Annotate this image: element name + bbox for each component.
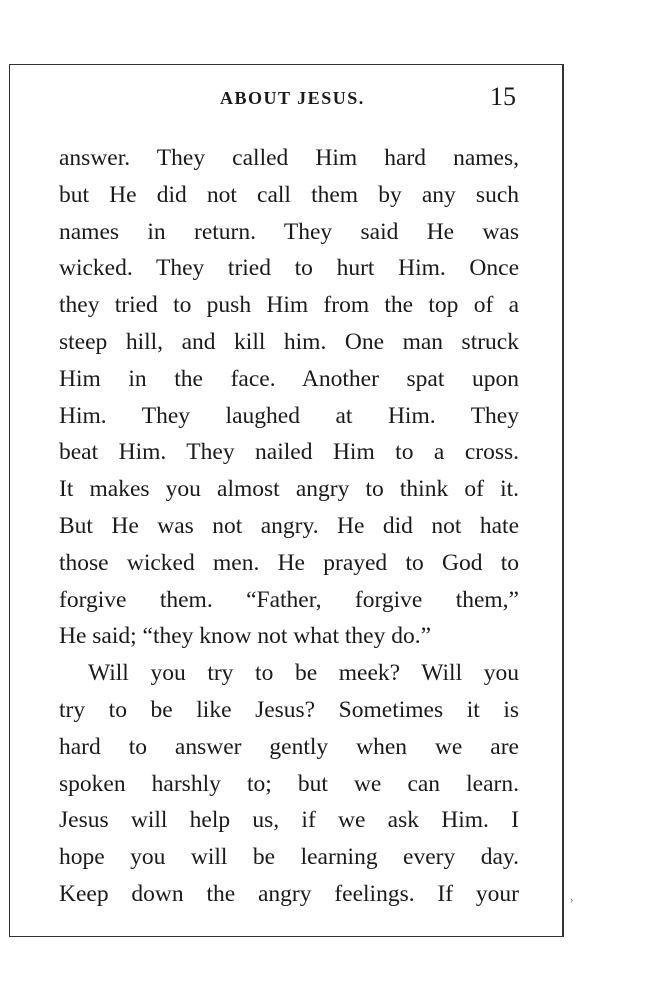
text-line: Jesus will help us, if we ask Him. I	[59, 807, 519, 834]
text-line: try to be like Jesus? Sometimes it is	[59, 696, 519, 723]
paragraph-end-line: He said; “they know not what they do.”	[59, 623, 431, 650]
text-line: those wicked men. He prayed to God to	[59, 549, 519, 576]
text-line: hard to answer gently when we are	[59, 733, 519, 760]
edge-mark: ›	[570, 895, 574, 906]
text-line: but He did not call them by any such	[59, 181, 519, 208]
text-line: wicked. They tried to hurt Him. Once	[59, 255, 519, 282]
text-line: Him in the face. Another spat upon	[59, 365, 519, 392]
text-line: hope you will be learning every day.	[59, 844, 519, 871]
text-line: Keep down the angry feelings. If your	[59, 880, 519, 907]
text-line: beat Him. They nailed Him to a cross.	[59, 439, 519, 466]
running-title: ABOUT JESUS.	[220, 88, 365, 108]
text-line: names in return. They said He was	[59, 218, 519, 245]
text-line: steep hill, and kill him. One man struck	[59, 328, 519, 355]
text-line: It makes you almost angry to think of it.	[59, 476, 519, 503]
text-line: But He was not angry. He did not hate	[59, 512, 519, 539]
paragraph-start-line: Will you try to be meek? Will you	[88, 660, 519, 687]
text-line: spoken harshly to; but we can learn.	[59, 770, 519, 797]
running-header	[0, 84, 648, 114]
text-line: forgive them. “Father, forgive them,”	[59, 586, 519, 613]
text-line: answer. They called Him hard names,	[59, 145, 519, 171]
page-number: 15	[490, 82, 516, 111]
text-line: Him. They laughed at Him. They	[59, 402, 519, 429]
text-line: they tried to push Him from the top of a	[59, 292, 519, 319]
body-text	[59, 140, 519, 913]
